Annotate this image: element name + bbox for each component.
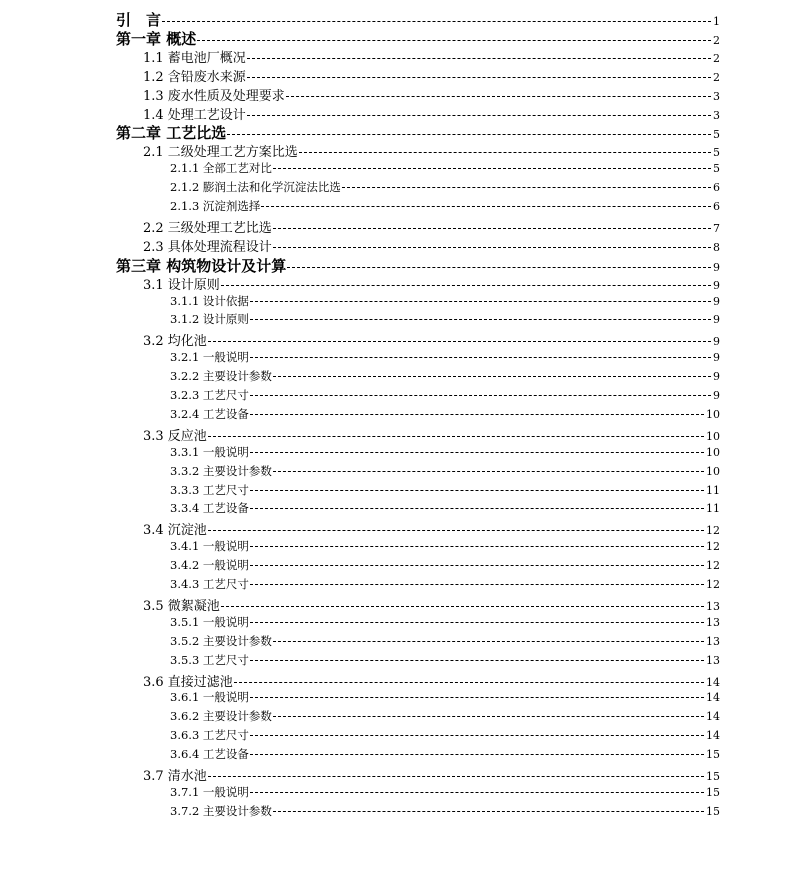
toc-subsection-row [170, 500, 720, 516]
toc-subsection-row [170, 444, 720, 460]
dot-leader [250, 584, 704, 585]
toc-section-row [143, 765, 720, 784]
toc-entry-title: 3.3.1 一般说明 [170, 444, 249, 459]
toc-page-number: 15 [706, 804, 720, 818]
toc-subsection-row [170, 727, 720, 743]
toc-subsection-row [170, 463, 720, 479]
dot-leader [208, 436, 704, 437]
toc-page-number: 9 [713, 389, 720, 402]
dot-leader [197, 40, 711, 41]
toc-subsection-row [170, 406, 720, 422]
toc-entry-title: 3.4.1 一般说明 [170, 539, 249, 554]
dot-leader [208, 530, 704, 531]
toc-entry-title: 3.2.2 主要设计参数 [170, 369, 272, 384]
dot-leader [250, 452, 704, 453]
toc-page-number: 1 [713, 15, 720, 28]
toc-chapter-row [116, 255, 720, 276]
toc-page-number: 10 [706, 445, 720, 459]
toc-subsection-row [170, 293, 720, 309]
toc-entry-title: 1.4 处理工艺设计 [143, 107, 246, 123]
dot-leader [250, 395, 711, 396]
toc-entry-title: 3.2.3 工艺尺寸 [170, 388, 249, 402]
toc-section-row [143, 425, 720, 444]
toc-entry-title: 3.3.3 工艺尺寸 [170, 482, 249, 497]
toc-page-number: 9 [713, 278, 720, 292]
dot-leader [221, 606, 704, 607]
toc-entry-title: 3.6 直接过滤池 [143, 674, 233, 690]
toc-entry-title: 第一章 概述 [116, 29, 197, 48]
dot-leader [287, 267, 711, 268]
toc-subsection-row [170, 576, 720, 592]
toc-page-number: 15 [706, 785, 720, 799]
toc-page-number: 12 [706, 578, 720, 591]
toc-entry-title: 3.3.2 主要设计参数 [170, 463, 272, 478]
dot-leader [208, 341, 711, 342]
toc-section-row [143, 330, 720, 349]
toc-section-row [143, 519, 720, 538]
toc-page-number: 15 [706, 770, 720, 783]
toc-chapter-row [116, 122, 720, 143]
toc-page-number: 10 [706, 464, 720, 478]
toc-entry-title: 引 言 [116, 11, 162, 29]
toc-page-number: 11 [706, 483, 720, 497]
dot-leader [250, 546, 704, 547]
toc-page-number: 2 [713, 33, 720, 47]
dot-leader [299, 152, 711, 153]
toc-subsection-row [170, 538, 720, 554]
toc-entry-title: 3.6.2 主要设计参数 [170, 709, 272, 724]
toc-entry-title: 1.3 废水性质及处理要求 [143, 88, 285, 104]
toc-entry-title: 3.7.2 主要设计参数 [170, 803, 272, 818]
dot-leader [234, 682, 704, 683]
dot-leader [261, 206, 711, 207]
toc-subsection-row [170, 482, 720, 498]
toc-page-number: 5 [713, 146, 720, 160]
toc-entry-title: 第二章 工艺比选 [116, 124, 227, 143]
toc-subsection-row [170, 557, 720, 573]
toc-subsection-row [170, 784, 720, 800]
toc-page-number: 9 [713, 313, 720, 327]
dot-leader [273, 471, 704, 472]
dot-leader [250, 319, 711, 320]
toc-page-number: 14 [706, 729, 720, 743]
dot-leader [286, 96, 711, 97]
dot-leader [208, 776, 704, 777]
toc-subsection-row [170, 614, 720, 630]
dot-leader [247, 115, 711, 116]
dot-leader [250, 622, 704, 623]
toc-subsection-row [170, 803, 720, 819]
toc-entry-title: 3.5.1 一般说明 [170, 614, 249, 629]
dot-leader [247, 77, 711, 78]
dot-leader [273, 376, 711, 377]
toc-subsection-row [170, 689, 720, 705]
toc-entry-title: 3.1.1 设计依据 [170, 293, 249, 308]
toc-entry-title: 3.5.3 工艺尺寸 [170, 652, 249, 667]
dot-leader [221, 285, 711, 286]
dot-leader [250, 508, 704, 509]
toc-entry-title: 1.2 含铅废水来源 [143, 69, 246, 85]
toc-page-number: 12 [706, 559, 720, 573]
toc-chapter-row [116, 9, 720, 30]
toc-entry-title: 2.3 具体处理流程设计 [143, 239, 272, 255]
toc-entry-title: 3.2 均化池 [143, 334, 207, 350]
toc-page-number: 14 [706, 691, 720, 705]
toc-subsection-row [170, 652, 720, 668]
dot-leader [273, 716, 704, 717]
toc-page-number: 9 [713, 260, 720, 274]
dot-leader [227, 134, 711, 135]
dot-leader [250, 301, 711, 302]
toc-entry-title: 2.2 三级处理工艺比选 [143, 220, 272, 236]
toc-page-number: 13 [706, 599, 720, 613]
toc-page-number: 11 [706, 502, 720, 516]
toc-page-number: 5 [713, 162, 720, 176]
toc-page-number: 3 [713, 108, 720, 122]
toc-page-number: 8 [713, 240, 720, 254]
toc-chapter-row [116, 28, 720, 49]
toc-subsection-row [170, 179, 720, 195]
dot-leader [250, 792, 704, 793]
toc-subsection-row [170, 198, 720, 214]
toc-entry-title: 2.1.3 沉淀剂选择 [170, 199, 261, 213]
toc-page-number: 7 [713, 221, 720, 235]
toc-entry-title: 第三章 构筑物设计及计算 [116, 256, 287, 275]
toc-page-number: 14 [706, 675, 720, 689]
toc-subsection-row [170, 349, 720, 365]
toc-entry-title: 3.3 反应池 [143, 428, 207, 444]
toc-page-number: 6 [713, 200, 720, 213]
toc-entry-title: 3.7.1 一般说明 [170, 784, 249, 799]
dot-leader [273, 168, 711, 169]
toc-page-number: 12 [706, 540, 720, 554]
toc-entry-title: 3.1.2 设计原则 [170, 312, 249, 327]
toc-section-row [143, 66, 720, 85]
toc-section-row [143, 104, 720, 123]
toc-entry-title: 2.1 二级处理工艺方案比选 [143, 145, 298, 161]
toc-entry-title: 3.5 微絮凝池 [143, 598, 220, 614]
dot-leader [273, 811, 704, 812]
toc-page-number: 3 [713, 89, 720, 103]
dot-leader [250, 754, 704, 755]
toc-page-number: 2 [713, 70, 720, 84]
dot-leader [250, 565, 704, 566]
dot-leader [342, 187, 711, 188]
toc-page-number: 5 [713, 128, 720, 142]
toc-entry-title: 3.2.4 工艺设备 [170, 406, 249, 421]
toc-entry-title: 3.6.4 工艺设备 [170, 747, 249, 762]
toc-subsection-row [170, 387, 720, 403]
toc-entry-title: 3.5.2 主要设计参数 [170, 633, 272, 648]
toc-page-number: 9 [713, 351, 720, 365]
toc-section-row [143, 141, 720, 160]
toc-subsection-row [170, 160, 720, 176]
toc-section-row [143, 671, 720, 690]
toc-page-number: 14 [706, 710, 720, 724]
toc-subsection-row [170, 311, 720, 327]
toc-entry-title: 3.4.3 工艺尺寸 [170, 577, 249, 591]
dot-leader [273, 247, 711, 248]
toc-page-number: 2 [713, 51, 720, 65]
toc-page-number: 13 [706, 653, 720, 667]
toc-entry-title: 2.1.1 全部工艺对比 [170, 161, 272, 176]
toc-entry-title: 3.2.1 一般说明 [170, 350, 249, 365]
toc-entry-title: 3.4.2 一般说明 [170, 558, 249, 573]
dot-leader [273, 228, 711, 229]
toc-page-number: 10 [706, 429, 720, 443]
dot-leader [247, 58, 711, 59]
toc-entry-title: 1.1 蓄电池厂概况 [143, 50, 246, 66]
dot-leader [250, 697, 704, 698]
toc-entry-title: 3.1 设计原则 [143, 277, 220, 293]
toc-section-row [143, 274, 720, 293]
dot-leader [250, 735, 704, 736]
toc-page-number: 15 [706, 748, 720, 762]
toc-section-row [143, 217, 720, 236]
toc-page-number: 13 [706, 615, 720, 629]
toc-entry-title: 3.7 清水池 [143, 769, 207, 784]
toc-subsection-row [170, 633, 720, 649]
dot-leader [250, 660, 704, 661]
toc-section-row [143, 236, 720, 255]
toc-page-number: 10 [706, 407, 720, 421]
toc-section-row [143, 595, 720, 614]
toc-entry-title: 3.6.1 一般说明 [170, 690, 249, 705]
toc-page-number: 13 [706, 634, 720, 648]
toc-entry-title: 3.4 沉淀池 [143, 523, 207, 539]
dot-leader [250, 414, 704, 415]
toc-page-number: 6 [713, 181, 720, 195]
toc-section-row [143, 47, 720, 66]
dot-leader [273, 641, 704, 642]
toc-subsection-row [170, 746, 720, 762]
toc-page-number: 9 [713, 370, 720, 384]
toc-page-number: 12 [706, 524, 720, 538]
toc-section-row [143, 85, 720, 104]
toc-page-number: 9 [713, 294, 720, 308]
toc-subsection-row [170, 368, 720, 384]
dot-leader [162, 21, 711, 22]
dot-leader [250, 357, 711, 358]
toc-entry-title: 3.6.3 工艺尺寸 [170, 728, 249, 743]
toc-entry-title: 2.1.2 膨润土法和化学沉淀法比选 [170, 180, 341, 195]
toc-subsection-row [170, 708, 720, 724]
toc-entry-title: 3.3.4 工艺设备 [170, 501, 249, 516]
dot-leader [250, 490, 704, 491]
toc-page-number: 9 [713, 335, 720, 349]
